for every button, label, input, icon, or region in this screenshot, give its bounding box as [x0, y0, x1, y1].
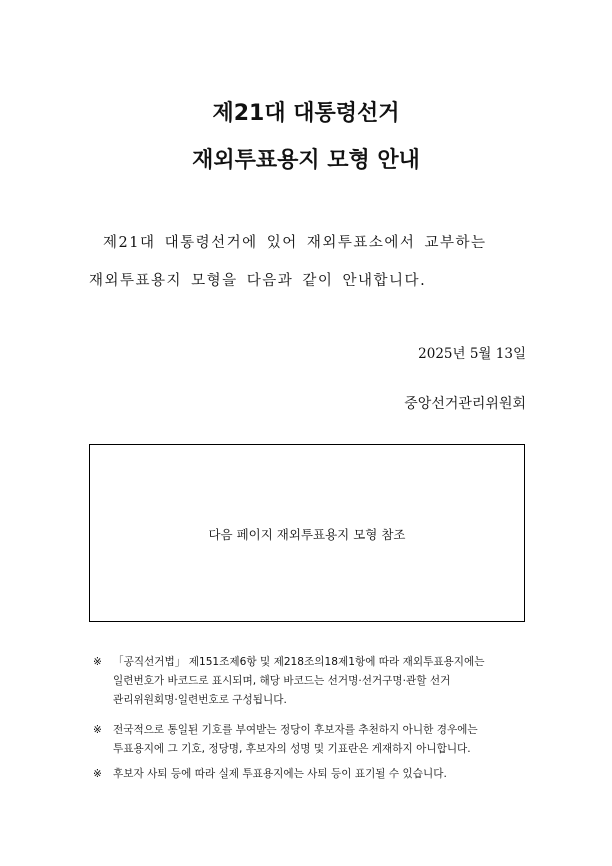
intro-paragraph-line-2: 재외투표용지 모형을 다음과 같이 안내합니다. [89, 273, 427, 289]
page-title-line-2: 재외투표용지 모형 안내 [192, 148, 420, 173]
intro-paragraph-line-1: 제21대 대통령선거에 있어 재외투표소에서 교부하는 [103, 235, 487, 251]
reference-mark-icon: ※ [93, 724, 102, 736]
footnote-item [93, 653, 533, 710]
reference-mark-icon: ※ [93, 656, 102, 668]
footnote-item [93, 765, 533, 784]
footnote-text: 「공직선거법」 제151조제6항 및 제218조의18제1항에 따라 재외투표용지에는 일련번호가 바코드로 표시되며, 해당 바코드는 선거명·선거구명·관할 선거 관리위원회명·일련번호로 구성됩니다. [113, 656, 485, 706]
ballot-reference-text: 다음 페이지 재외투표용지 모형 참조 [208, 527, 406, 542]
footnote-item [93, 721, 533, 759]
issuing-organization: 중앙선거관리위원회 [404, 396, 526, 412]
footnote-text: 전국적으로 통일된 기호를 부여받는 정당이 후보자를 추천하지 아니한 경우에는 투표용지에 그 기호, 정당명, 후보자의 성명 및 기표란은 게재하지 아니합니다. [113, 724, 478, 755]
page-title-line-1: 제21대 대통령선거 [212, 101, 400, 126]
announcement-date: 2025년 5월 13일 [418, 346, 526, 362]
footnote-text: 후보자 사퇴 등에 따라 실제 투표용지에는 사퇴 등이 표기될 수 있습니다. [113, 768, 447, 780]
ballot-reference-box [89, 444, 525, 622]
reference-mark-icon: ※ [93, 768, 102, 780]
